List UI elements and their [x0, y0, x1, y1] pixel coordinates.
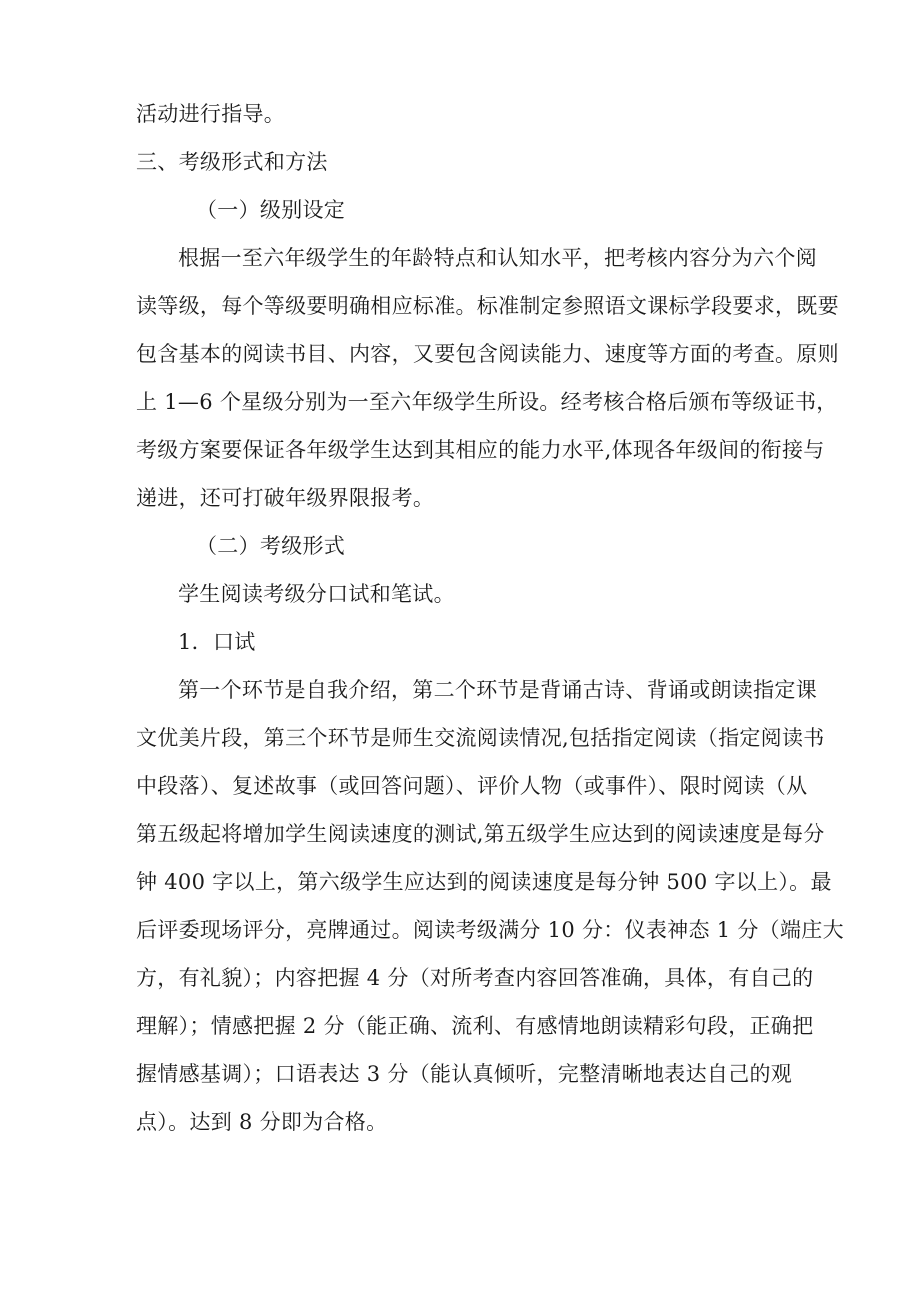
paragraph-line: 第五级起将增加学生阅读速度的测试,第五级学生应达到的阅读速度是每分 [136, 822, 825, 846]
paragraph-line: 第一个环节是自我介绍，第二个环节是背诵古诗、背诵或朗读指定课 [178, 678, 817, 702]
paragraph-line: 方，有礼貌）；内容把握 4 分（对所考查内容回答准确，具体，有自己的 [136, 966, 814, 990]
paragraph-line: 学生阅读考级分口试和笔试。 [178, 582, 455, 606]
subsection-heading: （二）考级形式 [196, 534, 346, 558]
paragraph-line: 点）。达到 8 分即为合格。 [136, 1110, 388, 1134]
paragraph-line: 文优美片段，第三个环节是师生交流阅读情况,包括指定阅读（指定阅读书 [136, 726, 825, 750]
paragraph-line: 读等级，每个等级要明确相应标准。标准制定参照语文课标学段要求，既要 [136, 294, 839, 318]
paragraph-line: 握情感基调）；口语表达 3 分（能认真倾听，完整清晰地表达自己的观 [136, 1062, 793, 1086]
text-line: 活动进行指导。 [136, 102, 286, 126]
subsection-heading: （一）级别设定 [196, 198, 346, 222]
paragraph-line: 上 1—6 个星级分别为一至六年级学生所设。经考核合格后颁布等级证书， [136, 390, 838, 414]
paragraph-line: 中段落）、复述故事（或回答问题）、评价人物（或事件）、限时阅读（从 [136, 774, 808, 798]
paragraph-line: 考级方案要保证各年级学生达到其相应的能力水平,体现各年级间的衔接与 [136, 438, 825, 462]
item-heading: 1．口试 [178, 630, 256, 654]
section-heading: 三、考级形式和方法 [136, 150, 328, 174]
paragraph-line: 递进，还可打破年级界限报考。 [136, 486, 435, 510]
paragraph-line: 后评委现场评分，亮牌通过。阅读考级满分 10 分：仪表神态 1 分（端庄大 [136, 918, 844, 942]
paragraph-line: 包含基本的阅读书目、内容，又要包含阅读能力、速度等方面的考查。原则 [136, 342, 839, 366]
paragraph-line: 理解）；情感把握 2 分（能正确、流利、有感情地朗读精彩句段，正确把 [136, 1014, 814, 1038]
paragraph-line: 钟 400 字以上，第六级学生应达到的阅读速度是每分钟 500 字以上）。最 [136, 870, 832, 894]
paragraph-line: 根据一至六年级学生的年龄特点和认知水平，把考核内容分为六个阅 [178, 246, 817, 270]
